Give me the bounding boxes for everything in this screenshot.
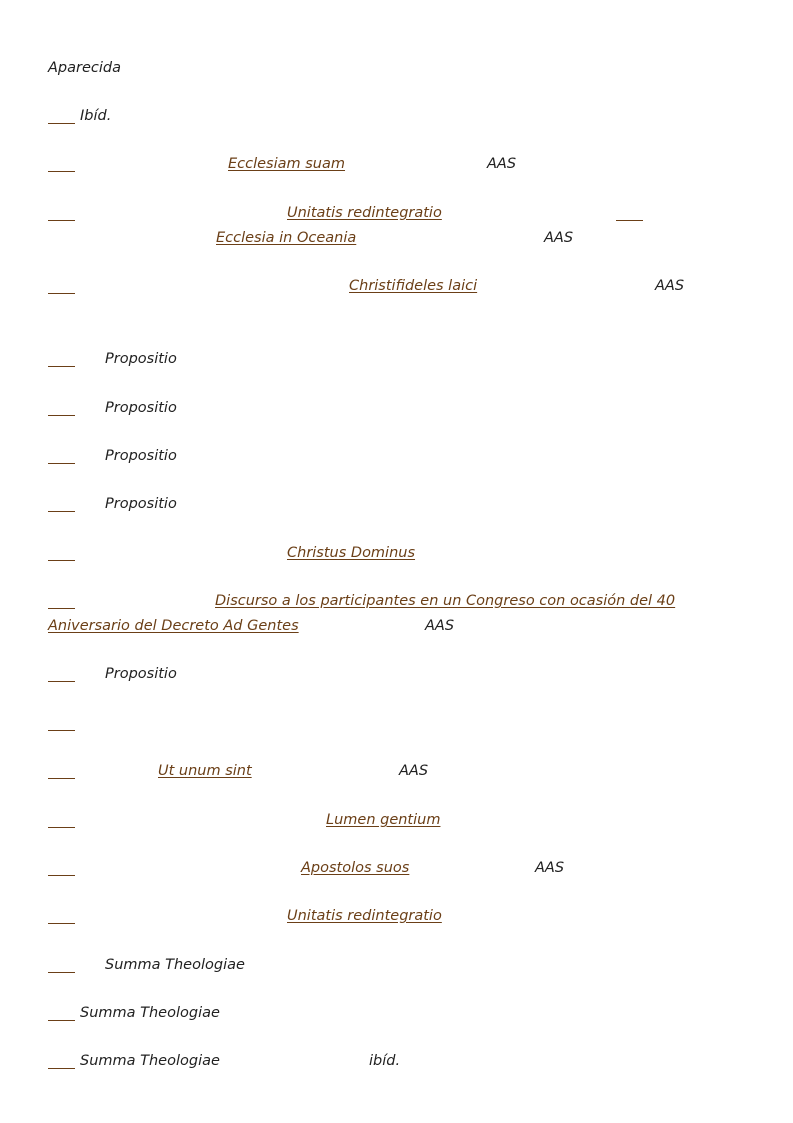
document-link[interactable]: Unitatis redintegratio xyxy=(287,908,442,924)
ibid-rule xyxy=(48,730,75,731)
document-link[interactable]: Aniversario del Decreto Ad Gentes xyxy=(48,618,299,634)
footnote-text: Propositio xyxy=(105,496,177,512)
ibid-rule xyxy=(48,560,75,561)
ibid-rule xyxy=(48,366,75,367)
ibid-rule xyxy=(48,875,75,876)
document-link[interactable]: Apostolos suos xyxy=(301,860,410,876)
document-link[interactable]: Ut unum sint xyxy=(158,763,252,779)
ibid-rule xyxy=(48,1020,75,1021)
ibid-rule xyxy=(48,608,75,609)
footnote-text: Propositio xyxy=(105,448,177,464)
footnote-text: AAS xyxy=(535,860,565,876)
ibid-rule xyxy=(48,123,75,124)
ibid-rule xyxy=(48,511,75,512)
ibid-rule xyxy=(48,681,75,682)
footnote-text: Propositio xyxy=(105,400,177,416)
ibid-rule xyxy=(48,778,75,779)
ibid-rule xyxy=(48,171,75,172)
document-link[interactable]: Ecclesia in Oceania xyxy=(216,230,357,246)
footnote-text: AAS xyxy=(544,230,574,246)
ibid-rule xyxy=(48,293,75,294)
footnote-text: Summa Theologiae xyxy=(105,957,245,973)
footnote-text: AAS xyxy=(399,763,429,779)
footnote-text: AAS xyxy=(425,618,455,634)
ibid-rule xyxy=(48,1068,75,1069)
ibid-rule xyxy=(616,220,643,221)
footnote-text: Summa Theologiae xyxy=(80,1053,220,1069)
document-link[interactable]: Discurso a los participantes en un Congreso con ocasión del 40 xyxy=(215,593,676,609)
footnote-text: AAS xyxy=(487,156,517,172)
document-link[interactable]: Christus Dominus xyxy=(287,545,416,561)
footnote-text: Propositio xyxy=(105,666,177,682)
document-link[interactable]: Lumen gentium xyxy=(326,812,441,828)
footnote-text: Summa Theologiae xyxy=(80,1005,220,1021)
footnote-text: Ibíd. xyxy=(80,108,112,124)
ibid-rule xyxy=(48,220,75,221)
ibid-rule xyxy=(48,923,75,924)
ibid-rule xyxy=(48,972,75,973)
document-link[interactable]: Ecclesiam suam xyxy=(228,156,346,172)
ibid-rule xyxy=(48,415,75,416)
document-link[interactable]: Christifideles laici xyxy=(349,278,478,294)
footnote-text: AAS xyxy=(655,278,685,294)
footnote-text: Aparecida xyxy=(48,60,121,76)
footnote-text: ibíd. xyxy=(369,1053,401,1069)
footnote-text: Propositio xyxy=(105,351,177,367)
ibid-rule xyxy=(48,827,75,828)
ibid-rule xyxy=(48,463,75,464)
document-link[interactable]: Unitatis redintegratio xyxy=(287,205,442,221)
